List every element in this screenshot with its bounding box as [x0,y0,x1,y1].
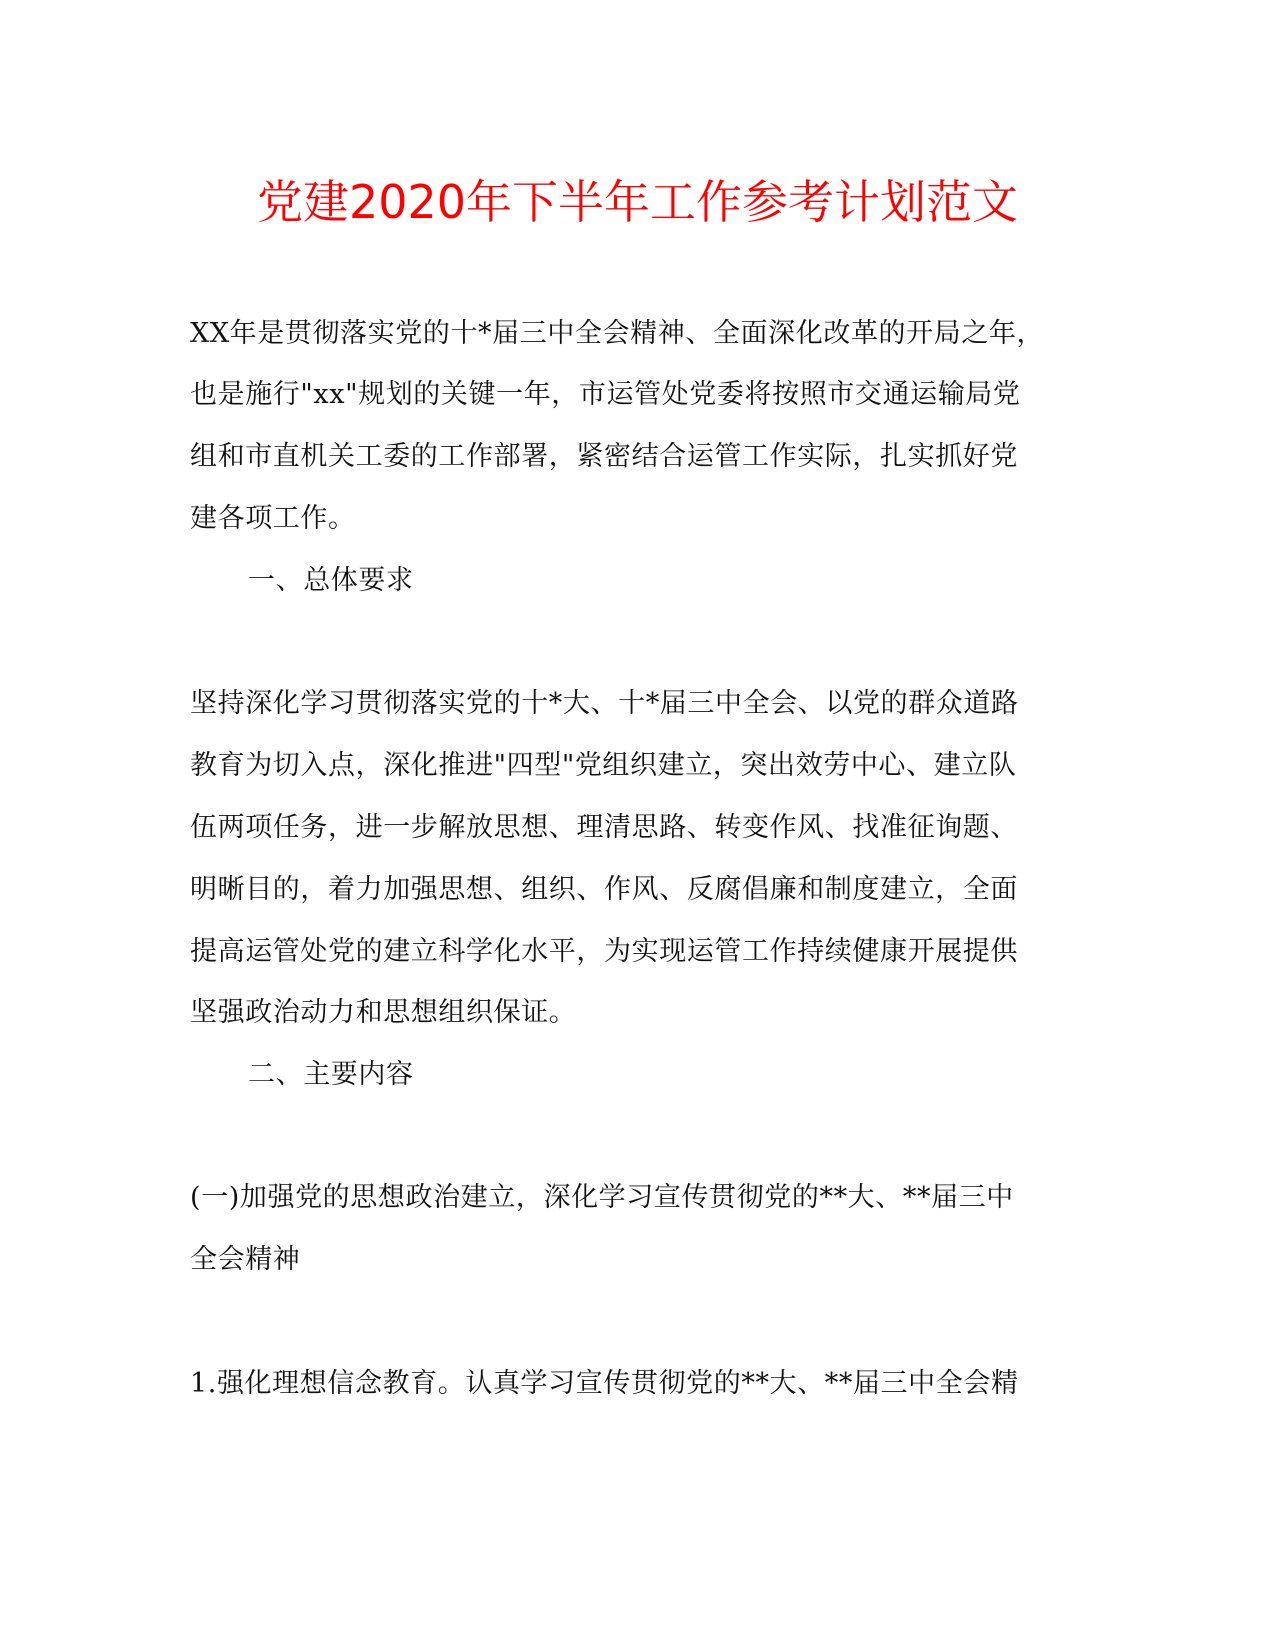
section-heading-2: 二、主要内容 [248,1059,414,1090]
paragraph-2-line-1: 坚持深化学习贯彻落实党的十*大、十*届三中全会、以党的群众道路 [190,688,1019,719]
paragraph-2-line-5: 提高运管处党的建立科学化水平，为实现运管工作持续健康开展提供 [190,936,1018,967]
subsection-heading-1-line-1: (一)加强党的思想政治建立，深化学习宣传贯彻党的**大、**届三中 [190,1182,1014,1213]
paragraph-1-line-4: 建各项工作。 [190,503,356,534]
paragraph-2-line-6: 坚强政治动力和思想组织保证。 [190,997,577,1028]
item-1-line-1: 1.强化理想信念教育。认真学习宣传贯彻党的**大、**届三中全会精 [190,1368,1019,1399]
paragraph-2-line-3: 伍两项任务，进一步解放思想、理清思路、转变作风、找准征询题、 [190,812,1018,843]
section-heading-1: 一、总体要求 [248,565,414,596]
paragraph-1-line-1: XX年是贯彻落实党的十*届三中全会精神、全面深化改革的开局之年， [190,318,1045,349]
paragraph-1-line-2: 也是施行"xx"规划的关键一年，市运管处党委将按照市交通运输局党 [190,379,1021,410]
paragraph-1-line-3: 组和市直机关工委的工作部署，紧密结合运管工作实际，扎实抓好党 [190,441,1018,472]
paragraph-2-line-2: 教育为切入点，深化推进"四型"党组织建立，突出效劳中心、建立队 [190,750,1017,781]
document-title: 党建2020年下半年工作参考计划范文 [256,175,1019,229]
subsection-heading-1-line-2: 全会精神 [190,1244,301,1275]
paragraph-2-line-4: 明晰目的，着力加强思想、组织、作风、反腐倡廉和制度建立，全面 [190,874,1018,905]
